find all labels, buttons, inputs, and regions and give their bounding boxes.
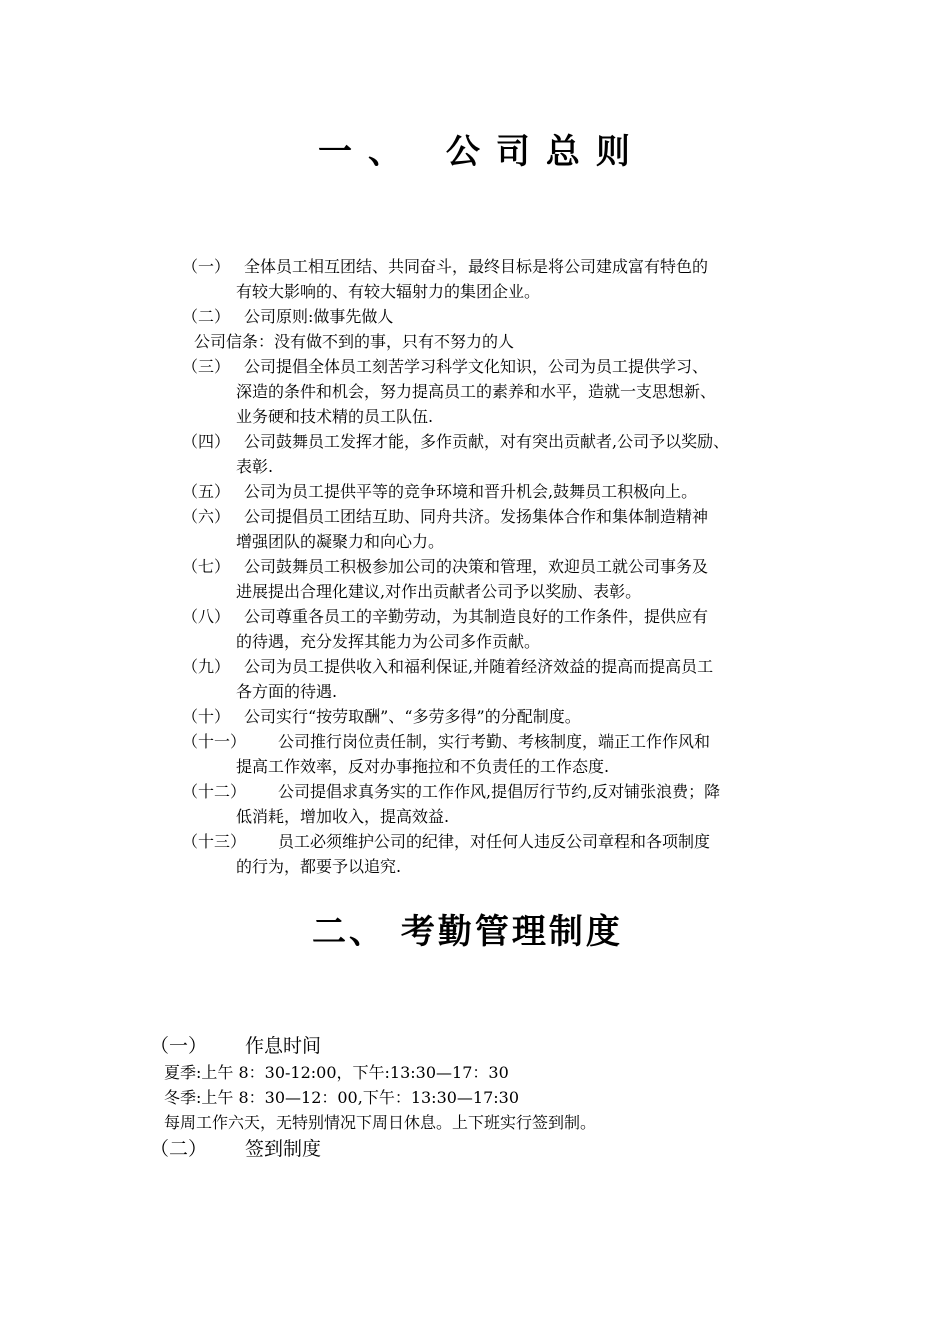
list-item xyxy=(182,329,832,354)
section1-title: 一、 公司总则 xyxy=(318,132,646,172)
item-number: （九） xyxy=(182,657,231,676)
item-text: 进展提出合理化建议,对作出贡献者公司予以奖励、表彰。 xyxy=(236,582,642,601)
list-item xyxy=(182,554,832,604)
list-item xyxy=(182,829,832,879)
summer-schedule: 夏季:上午 8：30-12:00，下午:13:30—17：30 xyxy=(164,1063,509,1082)
item-number: （二） xyxy=(182,307,231,326)
list-item xyxy=(182,479,832,504)
item-text: 业务硬和技术精的员工队伍. xyxy=(236,407,434,426)
item-number: （十二） xyxy=(182,782,247,801)
item-text: 提高工作效率，反对办事拖拉和不负责任的工作态度. xyxy=(236,757,610,776)
list-item xyxy=(182,654,832,704)
subsection-heading xyxy=(150,1135,800,1163)
subsection-label: 作息时间 xyxy=(245,1035,322,1057)
item-number: （六） xyxy=(182,507,231,526)
section2-body xyxy=(150,1032,800,1163)
item-text: 员工必须维护公司的纪律，对任何人违反公司章程和各项制度 xyxy=(278,832,711,851)
subsection-number: （二） xyxy=(150,1138,208,1160)
winter-schedule: 冬季:上午 8：30—12：00,下午：13:30—17:30 xyxy=(164,1088,520,1107)
list-item xyxy=(182,704,832,729)
item-text: 公司鼓舞员工积极参加公司的决策和管理，欢迎员工就公司事务及 xyxy=(244,557,709,576)
item-text: 公司实行“按劳取酬”、“多劳多得”的分配制度。 xyxy=(244,707,581,726)
subsection-label: 签到制度 xyxy=(245,1138,322,1160)
list-item xyxy=(182,254,832,304)
list-item xyxy=(182,604,832,654)
item-text: 公司提倡员工团结互助、同舟共济。发扬集体合作和集体制造精神 xyxy=(244,507,709,526)
item-text: 公司提倡全体员工刻苦学习科学文化知识，公司为员工提供学习、 xyxy=(244,357,709,376)
item-text: 各方面的待遇. xyxy=(236,682,338,701)
item-number: （十一） xyxy=(182,732,247,751)
item-text: 公司提倡求真务实的工作作风,提倡厉行节约,反对铺张浪费；降 xyxy=(278,782,721,801)
item-text: 公司信条：没有做不到的事，只有不努力的人 xyxy=(194,332,515,351)
item-number: （四） xyxy=(182,432,231,451)
item-text: 全体员工相互团结、共同奋斗，最终目标是将公司建成富有特色的 xyxy=(244,257,709,276)
item-number: （七） xyxy=(182,557,231,576)
item-number: （五） xyxy=(182,482,231,501)
item-number: （十） xyxy=(182,707,231,726)
item-text: 公司为员工提供平等的竞争环境和晋升机会,鼓舞员工积极向上。 xyxy=(244,482,698,501)
weekly-rule: 每周工作六天，无特别情况下周日休息。上下班实行签到制。 xyxy=(164,1113,597,1132)
item-text: 深造的条件和机会，努力提高员工的素养和水平，造就一支思想新、 xyxy=(236,382,717,401)
item-text: 低消耗，增加收入，提高效益. xyxy=(236,807,450,826)
item-number: （三） xyxy=(182,357,231,376)
item-text: 的待遇，充分发挥其能力为公司多作贡献。 xyxy=(236,632,541,651)
section1-list xyxy=(182,254,832,879)
item-text: 公司原则:做事先做人 xyxy=(244,307,394,326)
list-item xyxy=(182,429,832,479)
item-text: 有较大影响的、有较大辐射力的集团企业。 xyxy=(236,282,541,301)
item-text: 公司尊重各员工的辛勤劳动，为其制造良好的工作条件，提供应有 xyxy=(244,607,709,626)
subsection-number: （一） xyxy=(150,1035,208,1057)
list-item xyxy=(182,504,832,554)
list-item xyxy=(182,354,832,429)
item-text: 公司为员工提供收入和福利保证,并随着经济效益的提高而提高员工 xyxy=(244,657,714,676)
subsection-heading xyxy=(150,1032,800,1060)
item-text: 公司推行岗位责任制，实行考勤、考核制度，端正工作作风和 xyxy=(278,732,711,751)
item-text: 的行为，都要予以追究. xyxy=(236,857,402,876)
item-number: （八） xyxy=(182,607,231,626)
item-text: 增强团队的凝聚力和向心力。 xyxy=(236,532,445,551)
list-item xyxy=(182,779,832,829)
item-text: 表彰. xyxy=(236,457,274,476)
item-number: （一） xyxy=(182,257,231,276)
item-number: （十三） xyxy=(182,832,247,851)
section2-title: 二、 考勤管理制度 xyxy=(312,912,623,952)
list-item xyxy=(182,729,832,779)
item-text: 公司鼓舞员工发挥才能，多作贡献，对有突出贡献者,公司予以奖励、 xyxy=(244,432,730,451)
list-item xyxy=(182,304,832,329)
